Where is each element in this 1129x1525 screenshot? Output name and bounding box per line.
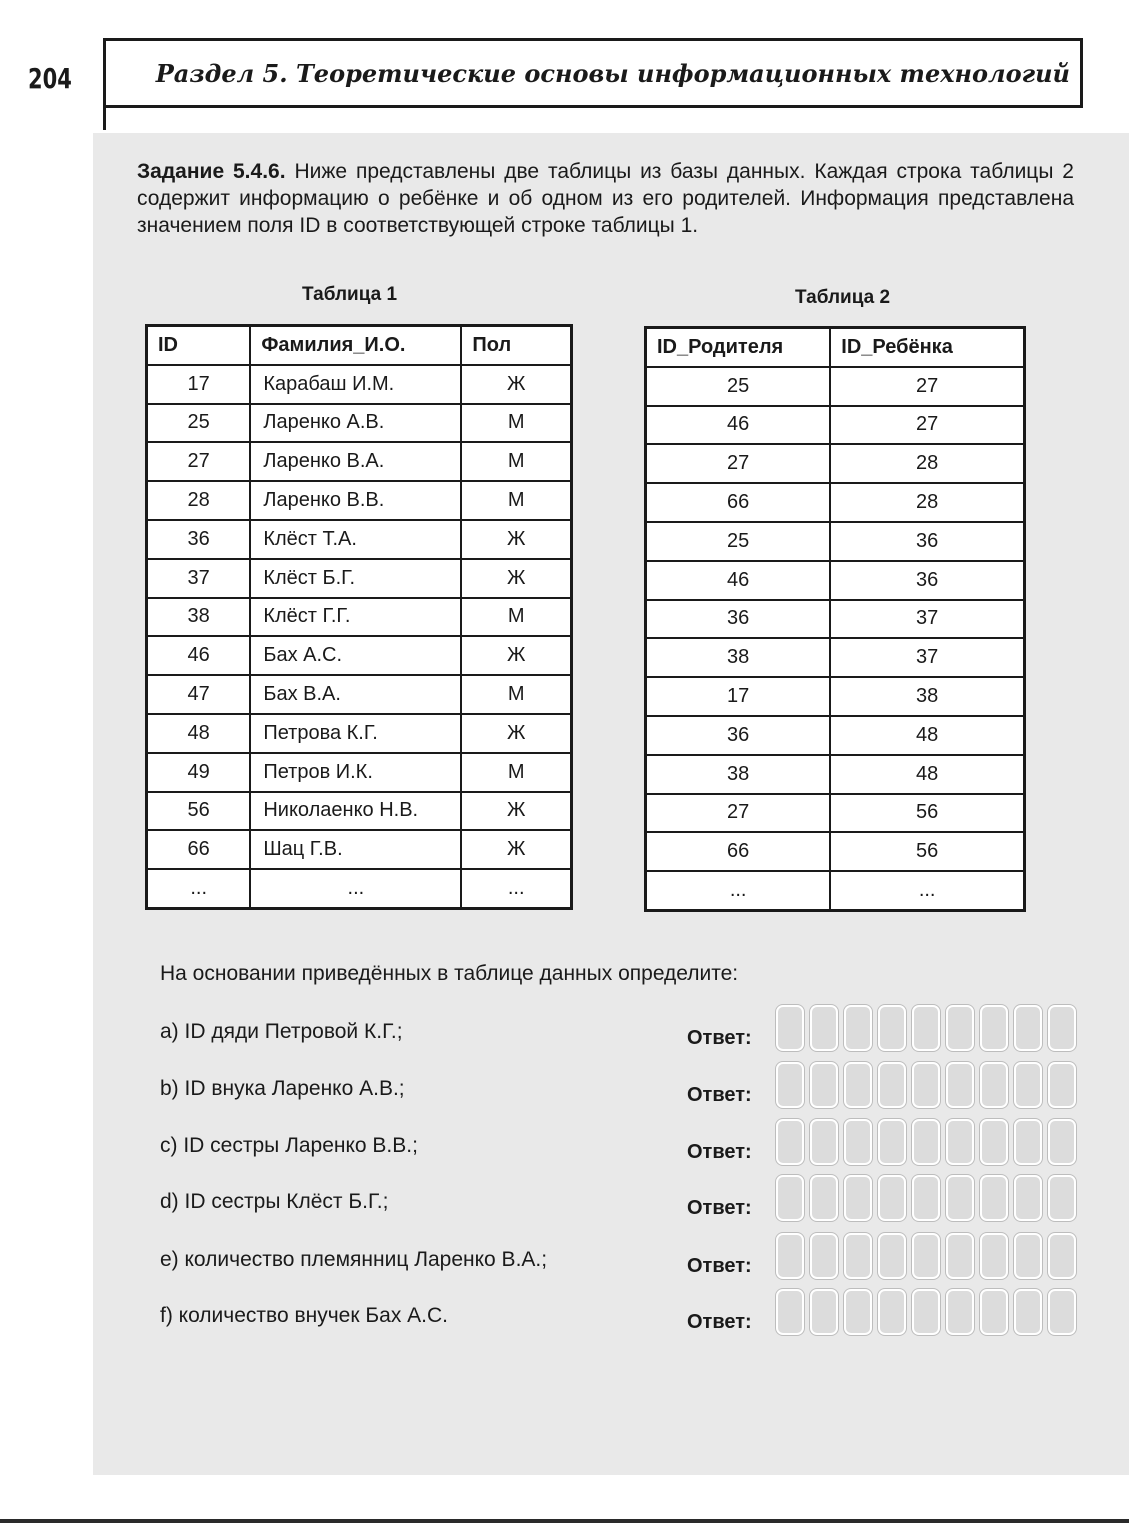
table-cell: 38: [646, 638, 831, 677]
answer-cell[interactable]: [1014, 1005, 1042, 1051]
table1-header-2: Пол: [461, 326, 571, 365]
table-cell: Бах А.С.: [250, 636, 461, 675]
table-row: [147, 598, 572, 637]
table-cell: 56: [830, 832, 1024, 871]
answer-cells[interactable]: [776, 1119, 1082, 1165]
answer-cell[interactable]: [946, 1233, 974, 1279]
answer-cell[interactable]: [844, 1119, 872, 1165]
table-row: [646, 677, 1025, 716]
answer-cell[interactable]: [878, 1175, 906, 1221]
answer-cell[interactable]: [776, 1175, 804, 1221]
answer-label: Ответ:: [687, 1141, 752, 1163]
table-row: [646, 367, 1025, 406]
table-cell: Ж: [461, 559, 571, 598]
table-row: [147, 636, 572, 675]
table-cell: Ларенко В.А.: [250, 442, 461, 481]
answer-cell[interactable]: [844, 1175, 872, 1221]
table-cell: М: [461, 481, 571, 520]
table-cell: 27: [646, 444, 831, 483]
table-cell: Ж: [461, 636, 571, 675]
table-cell: 56: [147, 792, 251, 831]
answer-cell[interactable]: [1014, 1233, 1042, 1279]
answer-cell[interactable]: [946, 1005, 974, 1051]
answer-cells[interactable]: [776, 1289, 1082, 1335]
section-title: Раздел 5. Теоретические основы информационных технологий: [155, 59, 1070, 88]
table-row: [646, 561, 1025, 600]
table-cell: 46: [646, 561, 831, 600]
answer-label: Ответ:: [687, 1197, 752, 1219]
table-cell: 46: [147, 636, 251, 675]
answer-cell[interactable]: [844, 1062, 872, 1108]
table-row: [646, 755, 1025, 794]
answer-cells[interactable]: [776, 1233, 1082, 1279]
answer-cell[interactable]: [980, 1233, 1008, 1279]
question-4: e) количество племянниц Ларенко В.А.;: [160, 1248, 548, 1271]
task-statement: [137, 158, 1074, 239]
table-cell: 66: [646, 832, 831, 871]
page-bottom-rule: [0, 1519, 1129, 1523]
table-cell: 25: [646, 522, 831, 561]
table-cell: 36: [646, 600, 831, 639]
table-cell: 36: [646, 716, 831, 755]
table1: [145, 324, 573, 910]
table-cell: 37: [830, 638, 1024, 677]
answer-cells[interactable]: [776, 1062, 1082, 1108]
table-row: [646, 406, 1025, 445]
header-rule: [103, 106, 106, 130]
answer-cell[interactable]: [810, 1005, 838, 1051]
table-row: [147, 442, 572, 481]
table-cell: Николаенко Н.В.: [250, 792, 461, 831]
table-cell: 27: [830, 406, 1024, 445]
answer-cell[interactable]: [946, 1175, 974, 1221]
section-header: [103, 38, 1083, 108]
answer-cell[interactable]: [912, 1062, 940, 1108]
table-cell: 17: [646, 677, 831, 716]
answer-cell[interactable]: [980, 1062, 1008, 1108]
table1-caption: Таблица 1: [302, 284, 398, 305]
table-cell: Ж: [461, 830, 571, 869]
table-row: [646, 716, 1025, 755]
answer-cell[interactable]: [912, 1119, 940, 1165]
question-2: c) ID сестры Ларенко В.В.;: [160, 1134, 418, 1157]
table-cell: Ларенко В.В.: [250, 481, 461, 520]
table-cell: 25: [147, 404, 251, 443]
table-cell: ...: [646, 871, 831, 910]
answer-cell[interactable]: [1048, 1062, 1076, 1108]
answer-cell[interactable]: [776, 1289, 804, 1335]
table-row: [147, 675, 572, 714]
table-cell: М: [461, 442, 571, 481]
answer-cell[interactable]: [810, 1289, 838, 1335]
table-cell: Ж: [461, 792, 571, 831]
table-cell: Клёст Т.А.: [250, 520, 461, 559]
table-cell: 28: [830, 483, 1024, 522]
table-cell: 28: [147, 481, 251, 520]
table-row: [147, 404, 572, 443]
task-text: Ниже представлены две таблицы из базы данных. Каждая строка таблицы 2 содержит информацию о ребёнке и об одном из его родителей. Информация представлена значением поля ID в соответствующей строке таблицы 1.: [137, 160, 1074, 237]
table-cell: 27: [830, 367, 1024, 406]
table-cell: ...: [250, 869, 461, 908]
table-cell: Бах В.А.: [250, 675, 461, 714]
answer-cell[interactable]: [946, 1119, 974, 1165]
table-cell: Клёст Б.Г.: [250, 559, 461, 598]
table1-header-0: ID: [147, 326, 251, 365]
table-cell: 36: [830, 561, 1024, 600]
answer-cell[interactable]: [878, 1005, 906, 1051]
table-cell: М: [461, 598, 571, 637]
answer-cell[interactable]: [776, 1233, 804, 1279]
table-cell: 28: [830, 444, 1024, 483]
table-cell: 36: [830, 522, 1024, 561]
answer-cell[interactable]: [810, 1175, 838, 1221]
table-cell: Ларенко А.В.: [250, 404, 461, 443]
answer-cell[interactable]: [776, 1005, 804, 1051]
table-cell: М: [461, 675, 571, 714]
table-cell: 48: [830, 755, 1024, 794]
table-row: [147, 792, 572, 831]
answer-cell[interactable]: [1048, 1119, 1076, 1165]
table-cell: 38: [646, 755, 831, 794]
table-cell: Петрова К.Г.: [250, 714, 461, 753]
table-row: [147, 520, 572, 559]
answer-label: Ответ:: [687, 1255, 752, 1277]
answer-cell[interactable]: [912, 1175, 940, 1221]
table-cell: 48: [830, 716, 1024, 755]
answer-cell[interactable]: [844, 1289, 872, 1335]
table-cell: ...: [461, 869, 571, 908]
table-row: [646, 871, 1025, 910]
table2-caption: Таблица 2: [795, 287, 891, 308]
answer-cell[interactable]: [878, 1062, 906, 1108]
answer-cell[interactable]: [776, 1062, 804, 1108]
table-cell: 37: [830, 600, 1024, 639]
table-cell: 38: [147, 598, 251, 637]
table-cell: 48: [147, 714, 251, 753]
table-cell: ...: [830, 871, 1024, 910]
questions-intro: На основании приведённых в таблице данных определите:: [160, 962, 739, 985]
table-row: [147, 365, 572, 404]
table-cell: Клёст Г.Г.: [250, 598, 461, 637]
table-cell: 47: [147, 675, 251, 714]
table-cell: ...: [147, 869, 251, 908]
page-number: 204: [28, 62, 72, 95]
table-row: [646, 483, 1025, 522]
table-row: [646, 794, 1025, 833]
table-row: [147, 481, 572, 520]
table-row: [147, 869, 572, 908]
answer-cell[interactable]: [1048, 1005, 1076, 1051]
table-cell: М: [461, 404, 571, 443]
answer-cell[interactable]: [1048, 1289, 1076, 1335]
answer-cell[interactable]: [878, 1119, 906, 1165]
answer-cell[interactable]: [1048, 1175, 1076, 1221]
table-cell: Шац Г.В.: [250, 830, 461, 869]
answer-cells[interactable]: [776, 1005, 1082, 1051]
table-cell: 27: [646, 794, 831, 833]
table-cell: 56: [830, 794, 1024, 833]
table-cell: 37: [147, 559, 251, 598]
answer-cell[interactable]: [1014, 1289, 1042, 1335]
table-cell: 66: [147, 830, 251, 869]
answer-cell[interactable]: [776, 1119, 804, 1165]
table1-header-1: Фамилия_И.О.: [250, 326, 461, 365]
answer-cell[interactable]: [912, 1005, 940, 1051]
answer-cell[interactable]: [878, 1289, 906, 1335]
table-row: [646, 600, 1025, 639]
answer-cell[interactable]: [980, 1005, 1008, 1051]
answer-cell[interactable]: [810, 1062, 838, 1108]
answer-cell[interactable]: [946, 1289, 974, 1335]
answer-cell[interactable]: [810, 1233, 838, 1279]
table2: [644, 326, 1026, 912]
answer-cell[interactable]: [980, 1289, 1008, 1335]
table-cell: М: [461, 753, 571, 792]
table-cell: Карабаш И.М.: [250, 365, 461, 404]
table-cell: 25: [646, 367, 831, 406]
table2-header-0: ID_Родителя: [646, 328, 831, 367]
table-row: [646, 638, 1025, 677]
table-cell: 36: [147, 520, 251, 559]
table-cell: 17: [147, 365, 251, 404]
table-cell: Петров И.К.: [250, 753, 461, 792]
table-cell: 38: [830, 677, 1024, 716]
question-3: d) ID сестры Клёст Б.Г.;: [160, 1190, 389, 1213]
table-cell: Ж: [461, 365, 571, 404]
answer-cell[interactable]: [878, 1233, 906, 1279]
answer-cell[interactable]: [912, 1233, 940, 1279]
table-row: [646, 832, 1025, 871]
table-cell: 49: [147, 753, 251, 792]
answer-label: Ответ:: [687, 1311, 752, 1333]
table-cell: Ж: [461, 714, 571, 753]
answer-cell[interactable]: [946, 1062, 974, 1108]
answer-cell[interactable]: [844, 1005, 872, 1051]
answer-cells[interactable]: [776, 1175, 1082, 1221]
table-row: [147, 714, 572, 753]
answer-cell[interactable]: [1048, 1233, 1076, 1279]
answer-cell[interactable]: [980, 1175, 1008, 1221]
answer-cell[interactable]: [1014, 1062, 1042, 1108]
table-cell: Ж: [461, 520, 571, 559]
answer-cell[interactable]: [1014, 1175, 1042, 1221]
answer-label: Ответ:: [687, 1084, 752, 1106]
task-number: Задание 5.4.6.: [137, 160, 286, 183]
table2-header-1: ID_Ребёнка: [830, 328, 1024, 367]
answer-label: Ответ:: [687, 1027, 752, 1049]
question-0: a) ID дяди Петровой К.Г.;: [160, 1020, 403, 1043]
table-row: [147, 753, 572, 792]
table-cell: 27: [147, 442, 251, 481]
table-cell: 46: [646, 406, 831, 445]
answer-cell[interactable]: [844, 1233, 872, 1279]
answer-cell[interactable]: [912, 1289, 940, 1335]
answer-cell[interactable]: [980, 1119, 1008, 1165]
answer-cell[interactable]: [810, 1119, 838, 1165]
table-row: [147, 559, 572, 598]
table-cell: 66: [646, 483, 831, 522]
table-row: [646, 444, 1025, 483]
answer-cell[interactable]: [1014, 1119, 1042, 1165]
table-row: [646, 522, 1025, 561]
question-5: f) количество внучек Бах А.С.: [160, 1304, 448, 1327]
table-row: [147, 830, 572, 869]
question-1: b) ID внука Ларенко А.В.;: [160, 1077, 405, 1100]
